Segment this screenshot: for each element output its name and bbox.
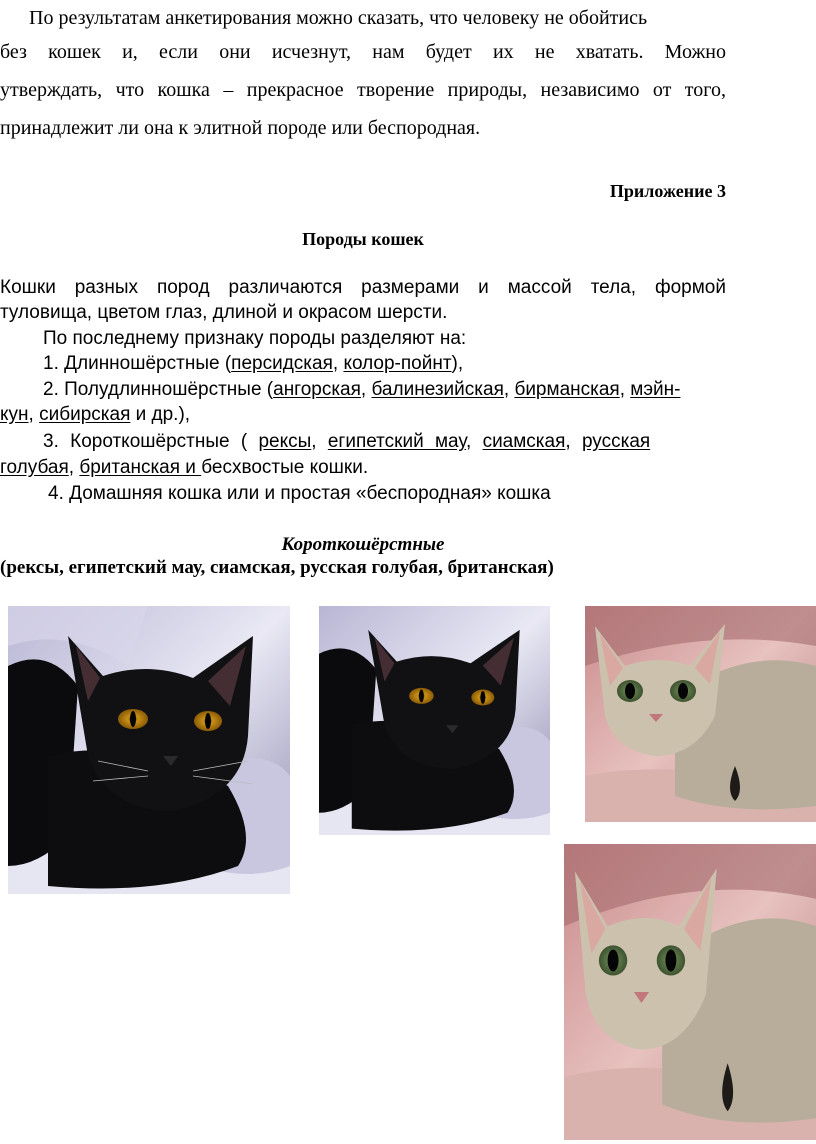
intro-line-1: По результатам анкетирования можно сказать, что человеку не обойтись — [29, 7, 648, 29]
list-item-shorthair-cont: голубая, британская и бесхвостые кошки. — [0, 457, 369, 478]
link-british[interactable]: британская и — [79, 457, 202, 478]
link-siberian[interactable]: сибирская — [39, 404, 131, 425]
page-title: Породы кошек — [302, 229, 424, 249]
link-angora[interactable]: ангорская — [273, 379, 361, 400]
link-siamese[interactable]: сиамская — [482, 431, 566, 452]
intro-line-2: без кошек и, если они исчезнут, нам будет их не хватать. Можно — [0, 41, 726, 63]
intro-line-3: утверждать, что кошка – прекрасное творение природы, независимо от того, — [0, 79, 726, 101]
singapura-cat-photo-lower — [564, 844, 816, 1140]
link-rex[interactable]: рексы — [258, 431, 312, 452]
appendix-label: Приложение 3 — [609, 181, 726, 201]
link-balinese[interactable]: балинезийская — [371, 379, 504, 400]
link-maine-coon-a[interactable]: мэйн- — [630, 379, 681, 400]
singapura-cat-photo — [585, 606, 816, 822]
body-line-2: туловища, цветом глаз, длиной и окрасом шерсти. — [0, 302, 448, 323]
section-title: Короткошёрстные — [281, 534, 445, 555]
list-item-semi-longhair: 2. Полудлинношёрстные (ангорская, балинезийская, бирманская, мэйн- — [43, 379, 681, 400]
black-cat-photo — [8, 606, 290, 894]
list-item-semi-longhair-cont: кун, сибирская и др.), — [0, 404, 191, 425]
link-persian[interactable]: персидская — [231, 353, 333, 374]
body-line-3: По последнему признаку породы разделяют на: — [43, 328, 467, 349]
link-egyptian-mau[interactable]: египетский мау — [327, 431, 466, 452]
list-item-domestic: 4. Домашняя кошка или и простая «беспородная» кошка — [48, 483, 551, 504]
link-colorpoint[interactable]: колор-пойнт — [343, 353, 452, 374]
body-line-1: Кошки разных пород различаются размерами и массой тела, формой — [0, 277, 726, 298]
black-cat-photo-small — [319, 606, 550, 835]
list-item-shorthair: 3. Короткошёрстные ( рексы, египетский мау, сиамская, русская — [43, 431, 651, 452]
section-breed-list: (рексы, египетский мау, сиамская, русская голубая, британская) — [0, 557, 554, 578]
intro-line-4: принадлежит ли она к элитной породе или беспородная. — [0, 117, 481, 139]
list-item-longhair: 1. Длинношёрстные (персидская, колор-пойнт), — [43, 353, 464, 374]
link-russian-blue-a[interactable]: русская — [581, 431, 651, 452]
link-birman[interactable]: бирманская — [514, 379, 620, 400]
link-russian-blue-b[interactable]: голубая — [0, 457, 69, 478]
link-maine-coon-b[interactable]: кун — [0, 404, 29, 425]
